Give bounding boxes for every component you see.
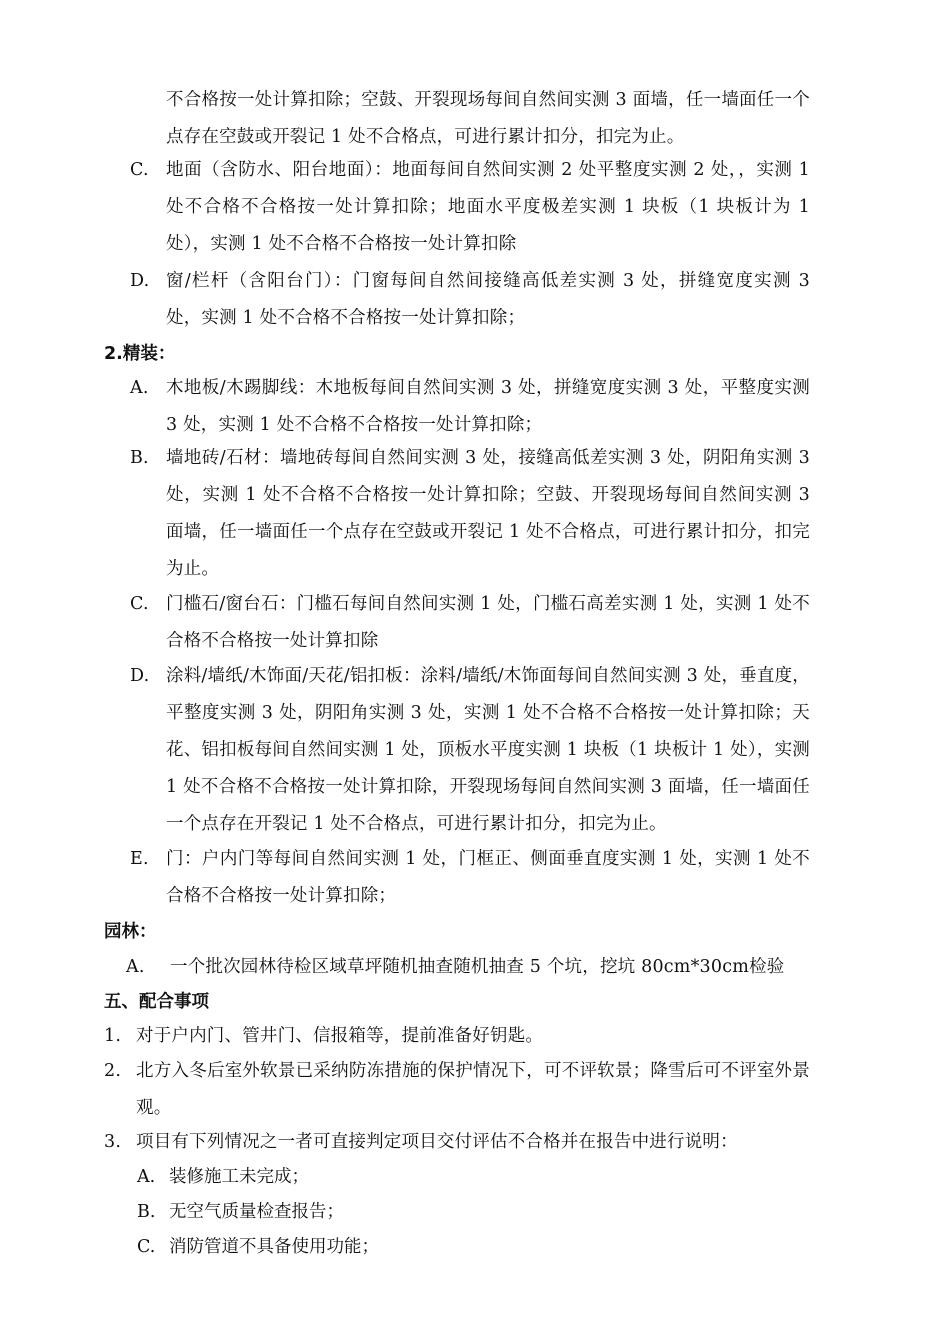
item-marker: 1. (104, 1026, 122, 1046)
item-text: 涂料/墙纸/木饰面/天花/铝扣板：涂料/墙纸/木饰面每间自然间实测 3 处，垂直度，平整度实测 3 处，阴阳角实测 3 处，实测 1 处不合格不合格按一处计算扣除；天花、铝扣板每间自然间实测 1 处，顶板水平度实测 1 块板（1 块板计 1 处），实测 1 处不合格不合格按一处计算扣除，开裂现场每间自然间实测 3 面墙，任一墙面任一个点存在开裂记 1 处不合格点，可进行累计扣分，扣完为止。 (166, 666, 810, 834)
section-5-item-2 (104, 1053, 810, 1127)
fine-item-d (130, 658, 810, 843)
section-5-sub-a (137, 1159, 810, 1196)
item-marker: B. (130, 448, 149, 468)
item-marker: D. (130, 271, 150, 291)
item-text: 木地板/木踢脚线：木地板每间自然间实测 3 处，拼缝宽度实测 3 处，平整度实测 3 处，实测 1 处不合格不合格按一处计算扣除； (166, 378, 810, 435)
section-5-sub-b (137, 1194, 810, 1231)
fine-item-b (130, 440, 810, 588)
item-marker: C. (137, 1237, 156, 1257)
item-text: 无空气质量检查报告； (169, 1202, 344, 1222)
item-text: 门：户内门等每间自然间实测 1 处，门框正、侧面垂直度实测 1 处，实测 1 处不合格不合格按一处计算扣除； (166, 849, 810, 906)
item-marker: 2. (104, 1061, 122, 1081)
section-5-heading: 五、配合事项 (104, 992, 209, 1012)
section-5-sub-c (137, 1229, 810, 1266)
rough-item-d (130, 263, 810, 337)
continuation-paragraph: 不合格按一处计算扣除；空鼓、开裂现场每间自然间实测 3 面墙，任一墙面任一个点存在空鼓或开裂记 1 处不合格点，可进行累计扣分，扣完为止。 (166, 90, 810, 147)
fine-item-a (130, 370, 810, 444)
item-marker: A. (130, 378, 149, 398)
item-text: 一个批次园林待检区域草坪随机抽查随机抽查 5 个坑，挖坑 80cm*30cm检验 (170, 957, 785, 977)
item-text: 门槛石/窗台石：门槛石每间自然间实测 1 处，门槛石高差实测 1 处，实测 1 处不合格不合格按一处计算扣除 (166, 594, 810, 651)
rough-item-c (130, 152, 810, 263)
item-text: 墙地砖/石材：墙地砖每间自然间实测 3 处，接缝高低差实测 3 处，阴阳角实测 3 处，实测 1 处不合格不合格按一处计算扣除；空鼓、开裂现场每间自然间实测 3 面墙，任一墙面任一个点存在空鼓或开裂记 1 处不合格点，可进行累计扣分，扣完为止。 (166, 448, 810, 579)
item-marker: D. (130, 666, 150, 686)
section-5-item-3 (104, 1124, 810, 1161)
item-text: 项目有下列情况之一者可直接判定项目交付评估不合格并在报告中进行说明： (136, 1132, 738, 1152)
item-text: 地面（含防水、阳台地面）：地面每间自然间实测 2 处平整度实测 2 处，，实测 1 处不合格不合格按一处计算扣除；地面水平度极差实测 1 块板（1 块板计为 1 处），实测 1 处不合格不合格按一处计算扣除 (166, 160, 810, 254)
item-text: 对于户内门、管井门、信报箱等，提前准备好钥匙。 (136, 1026, 544, 1046)
item-text: 消防管道不具备使用功能； (169, 1237, 379, 1257)
item-marker: 3. (104, 1132, 122, 1152)
garden-item-a (126, 949, 816, 986)
item-marker: E. (130, 849, 149, 869)
item-marker: B. (137, 1202, 156, 1222)
fine-item-c (130, 586, 810, 660)
section-5-item-1 (104, 1018, 810, 1055)
item-text: 窗/栏杆（含阳台门）：门窗每间自然间接缝高低差实测 3 处，拼缝宽度实测 3 处，实测 1 处不合格不合格按一处计算扣除； (166, 271, 810, 328)
item-text: 北方入冬后室外软景已采纳防冻措施的保护情况下，可不评软景；降雪后可不评室外景观。 (136, 1061, 810, 1118)
garden-heading: 园林： (104, 922, 157, 942)
item-marker: A. (137, 1167, 156, 1187)
fine-decoration-heading: 2.精装： (104, 344, 176, 364)
item-text: 装修施工未完成； (169, 1167, 309, 1187)
fine-item-e (130, 841, 810, 915)
item-marker: C. (130, 160, 149, 180)
item-marker: A. (126, 957, 145, 977)
item-marker: C. (130, 594, 149, 614)
